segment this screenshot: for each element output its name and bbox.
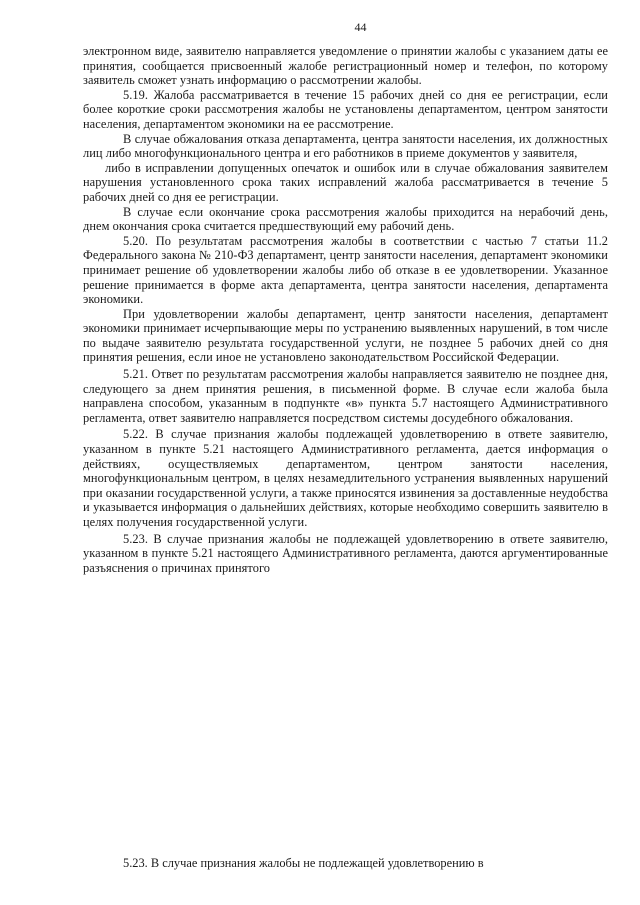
paragraph-5-21: 5.21. Ответ по результатам рассмотрения жалобы направляется заявителю не позднее дня, следующего за днем принятия решения, в письменной форме. В случае если жалоба была направлена способом, указанным в подпункте «в» пункта 5.7 настоящего Административного регламента, ответ заявителю направляется посредством системы досудебного обжалования. (83, 367, 608, 425)
paragraph-5-19: 5.19. Жалоба рассматривается в течение 15 рабочих дней со дня ее регистрации, если более короткие сроки рассмотрения жалобы не установлены департаментом, центром занятости населения, департаментом экономики на ее рассмотрение. (83, 87, 608, 131)
document-body (83, 44, 608, 575)
paragraph-typo-correction: либо в исправлении допущенных опечаток и ошибок или в случае обжалования заявителем нарушения установленного срока таких исправлений жалоба рассматривается в течение 5 рабочих дней со дня ее регистрации. (83, 160, 608, 204)
paragraph-non-working-day: В случае если окончание срока рассмотрения жалобы приходится на нерабочий день, днем окончания срока считается предшествующий ему рабочий день. (83, 204, 608, 234)
paragraph-continuation: электронном виде, заявителю направляется уведомление о принятии жалобы с указанием даты ее принятия, сообщается присвоенный жалобе регистрационный номер и телефон, по которому заявитель сможет узнать информацию о рассмотрении жалобы. (83, 44, 608, 88)
paragraph-satisfaction: При удовлетворении жалобы департамент, центр занятости населения, департамент экономики принимает исчерпывающие меры по устранению выявленных нарушений, в том числе по выдаче заявителю результата государственной услуги, не позднее 5 рабочих дней со дня принятия решения, если иное не установлено законодательством Российской Федерации. (83, 306, 608, 365)
paragraph-5-20: 5.20. По результатам рассмотрения жалобы в соответствии с частью 7 статьи 11.2 Федерального закона № 210-ФЗ департамент, центр занятости населения, департамент экономики принимает решение об удовлетворении жалобы либо об отказе в ее удовлетворении. Указанное решение принимается в форме акта департамента, центра занятости населения, департамента экономики. (83, 233, 608, 307)
bottom-fragment: 5.23. В случае признания жалобы не подлежащей удовлетворению в (123, 856, 484, 870)
page-number: 44 (354, 20, 367, 34)
paragraph-5-22: 5.22. В случае признания жалобы подлежащей удовлетворению в ответе заявителю, указанном в пункте 5.21 настоящего Административного регламента, дается информация о действиях, осуществляемых департаментом, центром занятости населения, многофункциональным центром, в целях незамедлительного устранения выявленных нарушений при оказании государственной услуги, а также приносятся извинения за доставленные неудобства и указывается информация о дальнейших действиях, которые необходимо совершить заявителю в целях получения государственной услуги. (83, 427, 608, 529)
paragraph-appeal-refusal: В случае обжалования отказа департамента, центра занятости населения, их должностных лиц либо многофункционального центра и его работников в приеме документов у заявителя, (83, 131, 608, 161)
paragraph-5-23: 5.23. В случае признания жалобы не подлежащей удовлетворению в ответе заявителю, указанном в пункте 5.21 настоящего Административного регламента, даются аргументированные разъяснения о причинах принятого (83, 531, 608, 575)
